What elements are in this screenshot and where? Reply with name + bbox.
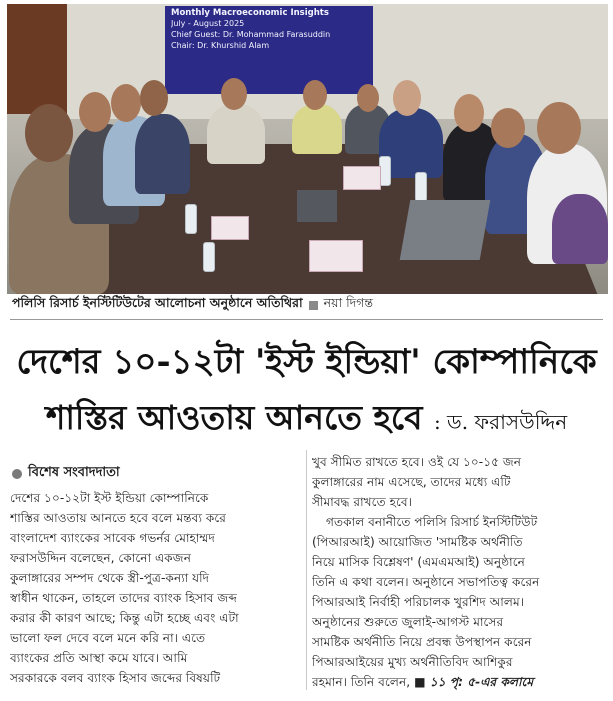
screen-line: Monthly Macroeconomic Insights xyxy=(171,8,329,18)
article-column-left xyxy=(10,488,302,688)
wall-wood-panel xyxy=(7,4,67,114)
headline-line-1: দেশের ১০-১২টা 'ইস্ট ইন্ডিয়া' কোম্পানিকে xyxy=(16,342,597,382)
headline-attribution: : ড. ফরাসউদ্দিন xyxy=(433,410,568,434)
body-line: শাস্তির আওতায় আনতে হবে বলে মন্তব্য করে xyxy=(10,511,226,525)
news-photo xyxy=(7,4,608,294)
water-bottle xyxy=(415,172,427,202)
byline xyxy=(12,463,120,484)
participant-head xyxy=(537,102,581,154)
body-line: করার কী কারণ আছে; কিন্তু এটা হচ্ছে এবং এটা xyxy=(10,611,239,625)
tissue-box xyxy=(211,216,249,240)
participant-head xyxy=(393,80,421,116)
screen-line: Chief Guest: Dr. Mohammad Farasuddin xyxy=(171,30,331,40)
participant-head xyxy=(303,80,327,110)
article-column-right xyxy=(312,452,604,692)
participant-head xyxy=(79,92,111,132)
body-line-text: রহমান। তিনি বলেন, xyxy=(312,675,411,689)
body-line: দেশের ১০-১২টা ইস্ট ইন্ডিয়া কোম্পানিকে xyxy=(10,491,209,505)
screen-line: Chair: Dr. Khurshid Alam xyxy=(171,41,270,51)
body-line-last xyxy=(312,672,604,692)
photo-source: নয়া দিগন্ত xyxy=(323,295,374,310)
body-line: ফরাসউদ্দিন বলেছেন, কোনো একজন xyxy=(10,551,191,565)
participant xyxy=(292,104,342,154)
continuation-text: ১১ পৃ: ৫-এর কলামে xyxy=(429,675,534,689)
headline-line-2 xyxy=(0,392,613,448)
participant-head xyxy=(111,84,141,122)
body-line: অনুষ্ঠানের শুরুতে জুলাই-আগস্ট মাসের xyxy=(312,615,504,629)
tissue-box xyxy=(343,166,381,190)
body-line: নিয়ে মাসিক বিশ্লেষণ' (এমএমআই) অনুষ্ঠানে xyxy=(312,555,525,569)
body-line: ব্যাংকের প্রতি আস্থা কমে যাবে। আমি xyxy=(10,651,188,665)
body-line: তিনি এ কথা বলেন। অনুষ্ঠানে সভাপতিত্ব করেন xyxy=(312,575,540,589)
participant xyxy=(207,104,265,164)
screen-line: July - August 2025 xyxy=(171,19,245,29)
participant xyxy=(552,194,608,264)
square-bullet-icon xyxy=(309,301,318,310)
body-line: (পিআরআই) আয়োজিত 'সামষ্টিক অর্থনীতি xyxy=(312,535,523,549)
laptop xyxy=(400,200,491,260)
body-line: সীমাবদ্ধ রাখতে হবে। xyxy=(312,495,413,509)
water-bottle xyxy=(185,204,197,234)
body-line: খুব সীমিত রাখতে হবে। ওই যে ১০-১৫ জন xyxy=(312,455,522,469)
body-line: সরকারকে বলব ব্যাংক হিসাব জব্দের বিষয়টি xyxy=(10,671,221,685)
body-line: কুলাঙ্গারের সম্পদ থেকে স্ত্রী-পুত্র-কন্যা যদি xyxy=(10,571,210,585)
participant-head xyxy=(140,80,168,116)
laptop xyxy=(297,190,337,222)
presentation-screen xyxy=(165,6,373,94)
tissue-box xyxy=(309,240,363,272)
body-line: সামষ্টিক অর্থনীতি নিয়ে প্রবন্ধ উপস্থাপন করেন xyxy=(312,635,532,649)
body-line: স্বাধীন থাকেন, তাহলে তাদের ব্যাংক হিসাব জব্দ xyxy=(10,591,237,605)
participant-head xyxy=(491,108,525,148)
continuation-marker[interactable]: ■ ১১ পৃ: ৫-এর কলামে xyxy=(413,675,534,689)
participant-head xyxy=(221,78,247,110)
participant xyxy=(135,114,190,194)
participant-head xyxy=(25,104,73,162)
photo-caption xyxy=(12,295,602,315)
body-line: কুলাঙ্গারের নাম এসেছে, তাদের মধ্যে এটি xyxy=(312,475,511,489)
byline-text: বিশেষ সংবাদদাতা xyxy=(28,465,120,480)
body-line: ভালো ফল দেবে বলে মনে করি না। এতে xyxy=(10,631,206,645)
water-bottle xyxy=(203,242,215,272)
body-line: বাংলাদেশ ব্যাংকের সাবেক গভর্নর মোহাম্মদ xyxy=(10,531,215,545)
body-line: পিআরআই নির্বাহী পরিচালক খুরশিদ আলম। xyxy=(312,595,525,609)
column-divider xyxy=(306,450,307,690)
headline-line-2-text: শাস্তির আওতায় আনতে হবে xyxy=(45,398,423,437)
circle-bullet-icon xyxy=(12,469,22,479)
body-line: গতকাল বনানীতে পলিসি রিসার্চ ইনস্টিটিউট xyxy=(326,515,538,529)
caption-text: পলিসি রিসার্চ ইনস্টিটিউটের আলোচনা অনুষ্ঠানে অতিথিরা xyxy=(12,295,303,310)
participant-head xyxy=(357,84,379,112)
caption-divider xyxy=(10,319,603,320)
participant-head xyxy=(454,94,484,132)
body-line: পিআরআইয়ের মুখ্য অর্থনীতিবিদ আশিকুর xyxy=(312,655,513,669)
